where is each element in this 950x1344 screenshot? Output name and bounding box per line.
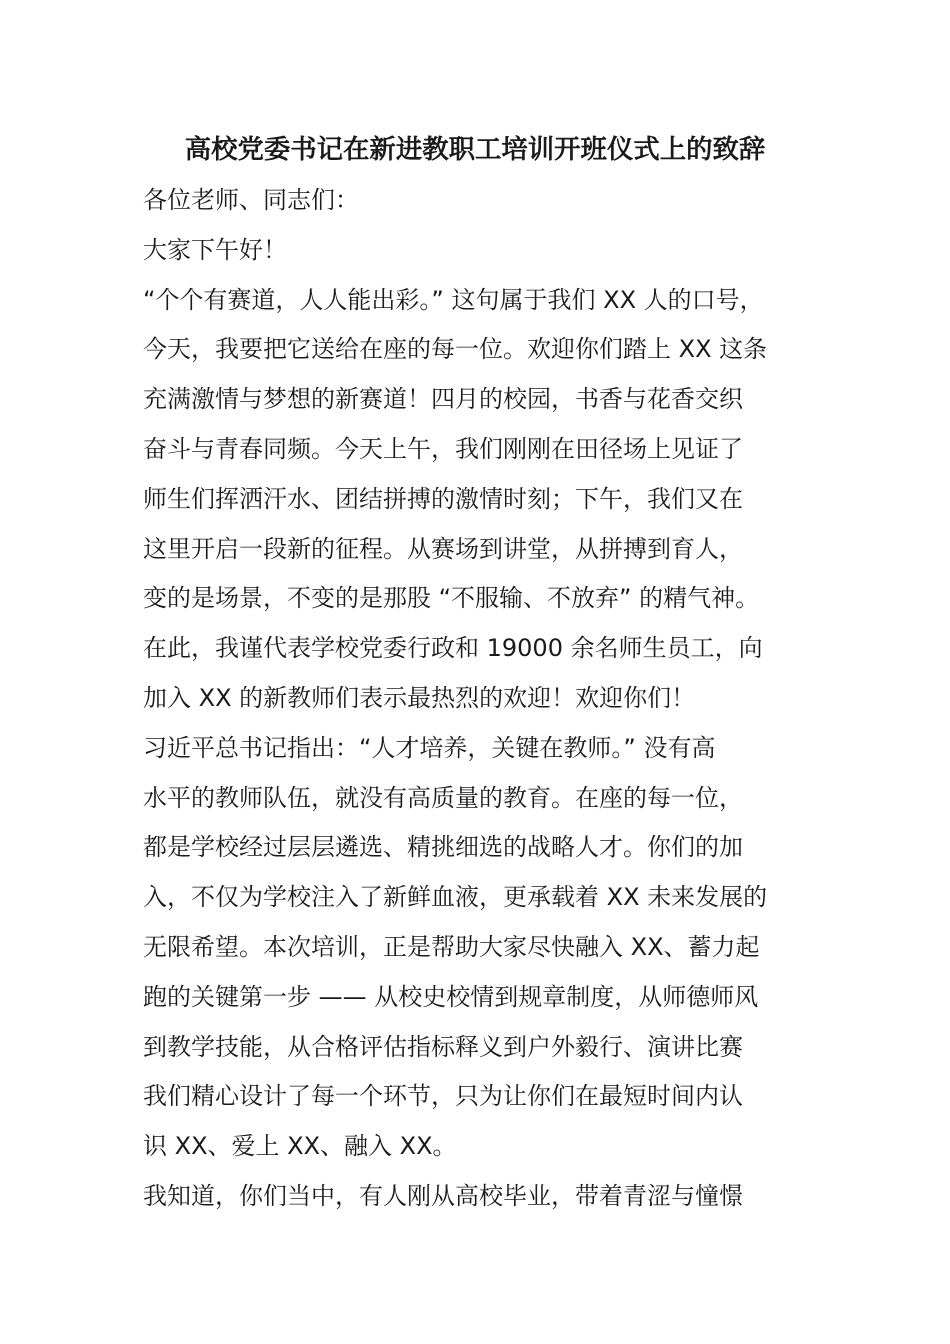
document-line: 师生们挥洒汗水、团结拼搏的激情时刻；下午，我们又在 [143,484,743,513]
document-line: 在此，我谨代表学校党委行政和 19000 余名师生员工，向 [143,634,763,663]
document-line: 变的是场景，不变的是那股 “不服输、不放弃” 的精气神。 [143,584,760,613]
document-line: 到教学技能，从合格评估指标释义到户外毅行、演讲比赛 [143,1032,743,1061]
document-line: 加入 XX 的新教师们表示最热烈的欢迎！欢迎你们！ [143,683,696,712]
document-line: 这里开启一段新的征程。从赛场到讲堂，从拼搏到育人， [143,534,743,563]
document-line: 我知道，你们当中，有人刚从高校毕业，带着青涩与憧憬 [143,1181,743,1210]
document-line: 跑的关键第一步 —— 从校史校情到规章制度，从师德师风 [143,982,759,1011]
document-line: 今天，我要把它送给在座的每一位。欢迎你们踏上 XX 这条 [143,335,768,364]
document-line: 大家下午好！ [143,235,287,264]
document-line: 我们精心设计了每一个环节，只为让你们在最短时间内认 [143,1082,743,1111]
document-line: 水平的教师队伍，就没有高质量的教育。在座的每一位， [143,783,743,812]
document-line: 各位老师、同志们： [143,186,359,214]
document-line: 充满激情与梦想的新赛道！四月的校园，书香与花香交织 [143,385,743,414]
document-title: 高校党委书记在新进教职工培训开班仪式上的致辞 [184,134,766,165]
document-line: 习近平总书记指出：“人才培养，关键在教师。” 没有高 [143,733,716,762]
document-line: 都是学校经过层层遴选、精挑细选的战略人才。你们的加 [143,833,743,862]
document-body [143,176,843,1222]
document-line: 无限希望。本次培训，正是帮助大家尽快融入 XX、蓄力起 [143,932,760,961]
document-line: “个个有赛道，人人能出彩。” 这句属于我们 XX 人的口号， [143,285,764,314]
document-line: 识 XX、爱上 XX、融入 XX。 [143,1132,457,1161]
document-line: 奋斗与青春同频。今天上午，我们刚刚在田径场上见证了 [143,434,743,463]
document-line: 入，不仅为学校注入了新鲜血液，更承载着 XX 未来发展的 [143,883,768,912]
